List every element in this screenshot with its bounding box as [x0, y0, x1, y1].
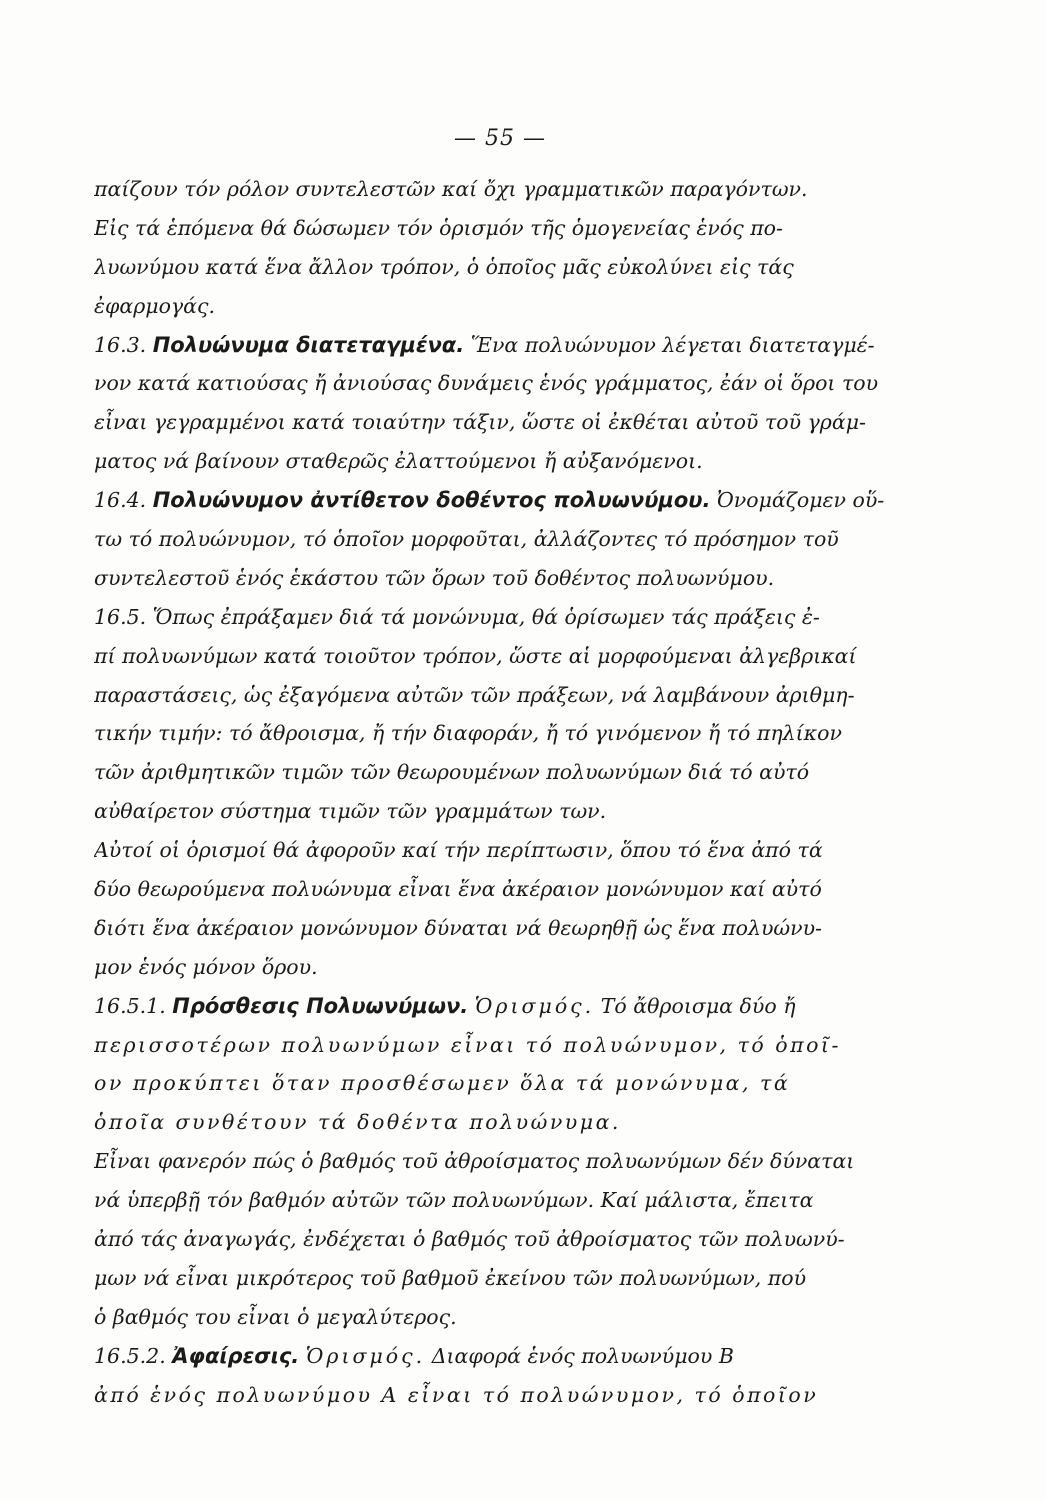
text-line	[94, 1181, 924, 1220]
text-line	[94, 909, 924, 948]
line-text: νά ὑπερβῇ τόν βαθμόν αὐτῶν τῶν πολυωνύμων. Καί μάλιστα, ἔπειτα	[94, 1188, 814, 1213]
text-line	[94, 170, 924, 209]
text-line	[94, 1064, 924, 1103]
definition-label: Ὁρισμός.	[305, 1343, 426, 1368]
line-text: νον κατά κατιούσας ἤ ἀνιούσας δυνάμεις ἑνός γράμματος, ἐάν οἱ ὅροι του	[94, 371, 879, 396]
section-heading: Πολυώνυμα διατεταγμένα.	[152, 332, 465, 357]
definition-label: Ὁρισμός.	[474, 993, 595, 1018]
text-line	[94, 287, 924, 326]
line-text: παίζουν τόν ρόλον συντελεστῶν καί ὄχι γραμματικῶν παραγόντων.	[94, 177, 808, 201]
text-line	[94, 637, 924, 676]
text-line	[94, 1142, 924, 1181]
line-text: Ἕνα πολυώνυμον λέγεται διατεταγμέ-	[470, 332, 875, 357]
line-text: 16.5. Ὅπως ἐπράξαμεν διά τά μονώνυμα, θά ὁρίσωμεν τάς πράξεις ἐ-	[94, 604, 820, 629]
section-number: 16.4.	[94, 488, 147, 513]
line-text: συντελεστοῦ ἑνός ἑκάστου τῶν ὅρων τοῦ δοθέντος πολυωνύμου.	[94, 565, 775, 590]
text-line	[94, 948, 924, 987]
line-text: αὐθαίρετον σύστημα τιμῶν τῶν γραμμάτων των.	[94, 799, 607, 824]
text-line	[94, 442, 924, 481]
body-text	[94, 170, 924, 1415]
text-line	[94, 364, 924, 403]
line-text: ἀπό τάς ἀναγωγάς, ἐνδέχεται ὁ βαθμός τοῦ ἀθροίσματος τῶν πολυωνύ-	[94, 1227, 845, 1252]
text-line	[94, 209, 924, 248]
text-line	[94, 559, 924, 598]
line-text: Αὐτοί οἱ ὁρισμοί θά ἀφοροῦν καί τήν περίπτωσιν, ὅπου τό ἕνα ἀπό τά	[94, 838, 823, 863]
text-line	[94, 1376, 924, 1415]
line-text: ἀπό ἑνός πολυωνύμου Α εἶναι τό πολυώνυμον, τό ὁποῖον	[94, 1382, 819, 1407]
section-number: 16.3.	[94, 332, 147, 357]
line-text: λυωνύμου κατά ἕνα ἄλλον τρόπον, ὁ ὁποῖος μᾶς εὐκολύνει εἰς τάς	[94, 254, 794, 279]
text-line	[94, 520, 924, 559]
line-text: τω τό πολυώνυμον, τό ὁποῖον μορφοῦται, ἀλλάζοντες τό πρόσημον τοῦ	[94, 527, 839, 552]
text-line	[94, 598, 924, 637]
section-number: 16.5.2.	[94, 1343, 166, 1368]
section-number: 16.5.1.	[94, 993, 166, 1018]
line-text: περισσοτέρων πολυωνύμων εἶναι τό πολυώνυμον, τό ὁποῖ-	[94, 1032, 841, 1057]
section-heading: Πολυώνυμον ἀντίθετον δοθέντος πολυωνύμου.	[152, 488, 711, 513]
line-text: ον προκύπτει ὅταν προσθέσωμεν ὅλα τά μονώνυμα, τά	[94, 1071, 791, 1096]
line-text: ὁποῖα συνθέτουν τά δοθέντα πολυώνυμα.	[94, 1110, 621, 1135]
text-line	[94, 326, 924, 365]
text-line	[94, 987, 924, 1026]
line-text: παραστάσεις, ὡς ἐξαγόμενα αὐτῶν τῶν πράξεων, νά λαμβάνουν ἀριθμη-	[94, 682, 855, 707]
text-line	[94, 870, 924, 909]
text-line	[94, 1259, 924, 1298]
line-text: μον ἑνός μόνον ὅρου.	[94, 954, 318, 979]
text-line	[94, 403, 924, 442]
line-text: Εἰς τά ἑπόμενα θά δώσωμεν τόν ὁρισμόν τῆς ὁμογενείας ἑνός πο-	[94, 215, 783, 240]
line-text: τῶν ἀριθμητικῶν τιμῶν τῶν θεωρουμένων πολυωνύμων διά τό αὐτό	[94, 760, 810, 785]
line-text: ὁ βαθμός του εἶναι ὁ μεγαλύτερος.	[94, 1304, 457, 1329]
text-line	[94, 481, 924, 520]
line-text: Τό ἄθροισμα δύο ἤ	[600, 993, 796, 1018]
text-line	[94, 1298, 924, 1337]
text-line	[94, 248, 924, 287]
text-line	[94, 753, 924, 792]
section-heading: Πρόσθεσις Πολυωνύμων.	[172, 993, 469, 1018]
text-line	[94, 1103, 924, 1142]
line-text: ἐφαρμογάς.	[94, 293, 216, 318]
line-text: Εἶναι φανερόν πώς ὁ βαθμός τοῦ ἀθροίσματος πολυωνύμων δέν δύναται	[94, 1149, 855, 1174]
text-line	[94, 1220, 924, 1259]
text-line	[94, 792, 924, 831]
line-text: μων νά εἶναι μικρότερος τοῦ βαθμοῦ ἐκείνου τῶν πολυωνύμων, πού	[94, 1265, 807, 1290]
section-heading: Ἀφαίρεσις.	[172, 1343, 300, 1368]
line-text: Ὀνομάζομεν οὕ-	[716, 488, 885, 513]
line-text: πί πολυωνύμων κατά τοιοῦτον τρόπον, ὥστε αἱ μορφούμεναι ἀλγεβρικαί	[94, 643, 857, 668]
text-line	[94, 1337, 924, 1376]
line-text: τικήν τιμήν: τό ἄθροισμα, ἤ τήν διαφοράν, ἤ τό γινόμενον ἤ τό πηλίκον	[94, 721, 842, 746]
line-text: ματος νά βαίνουν σταθερῶς ἐλαττούμενοι ἤ αὐξανόμενοι.	[94, 449, 703, 474]
text-line	[94, 676, 924, 715]
page-number: — 55 —	[454, 126, 546, 151]
text-line	[94, 714, 924, 753]
text-line	[94, 831, 924, 870]
line-text: διότι ἕνα ἀκέραιον μονώνυμον δύναται νά θεωρηθῇ ὡς ἕνα πολυώνυ-	[94, 915, 822, 940]
line-text: εἶναι γεγραμμένοι κατά τοιαύτην τάξιν, ὥστε οἱ ἐκθέται αὐτοῦ τοῦ γράμ-	[94, 410, 866, 435]
line-text: Διαφορά ἑνός πολυωνύμου Β	[431, 1343, 734, 1368]
line-text: δύο θεωρούμενα πολυώνυμα εἶναι ἕνα ἀκέραιον μονώνυμον καί αὐτό	[94, 877, 822, 902]
text-line	[94, 1026, 924, 1065]
